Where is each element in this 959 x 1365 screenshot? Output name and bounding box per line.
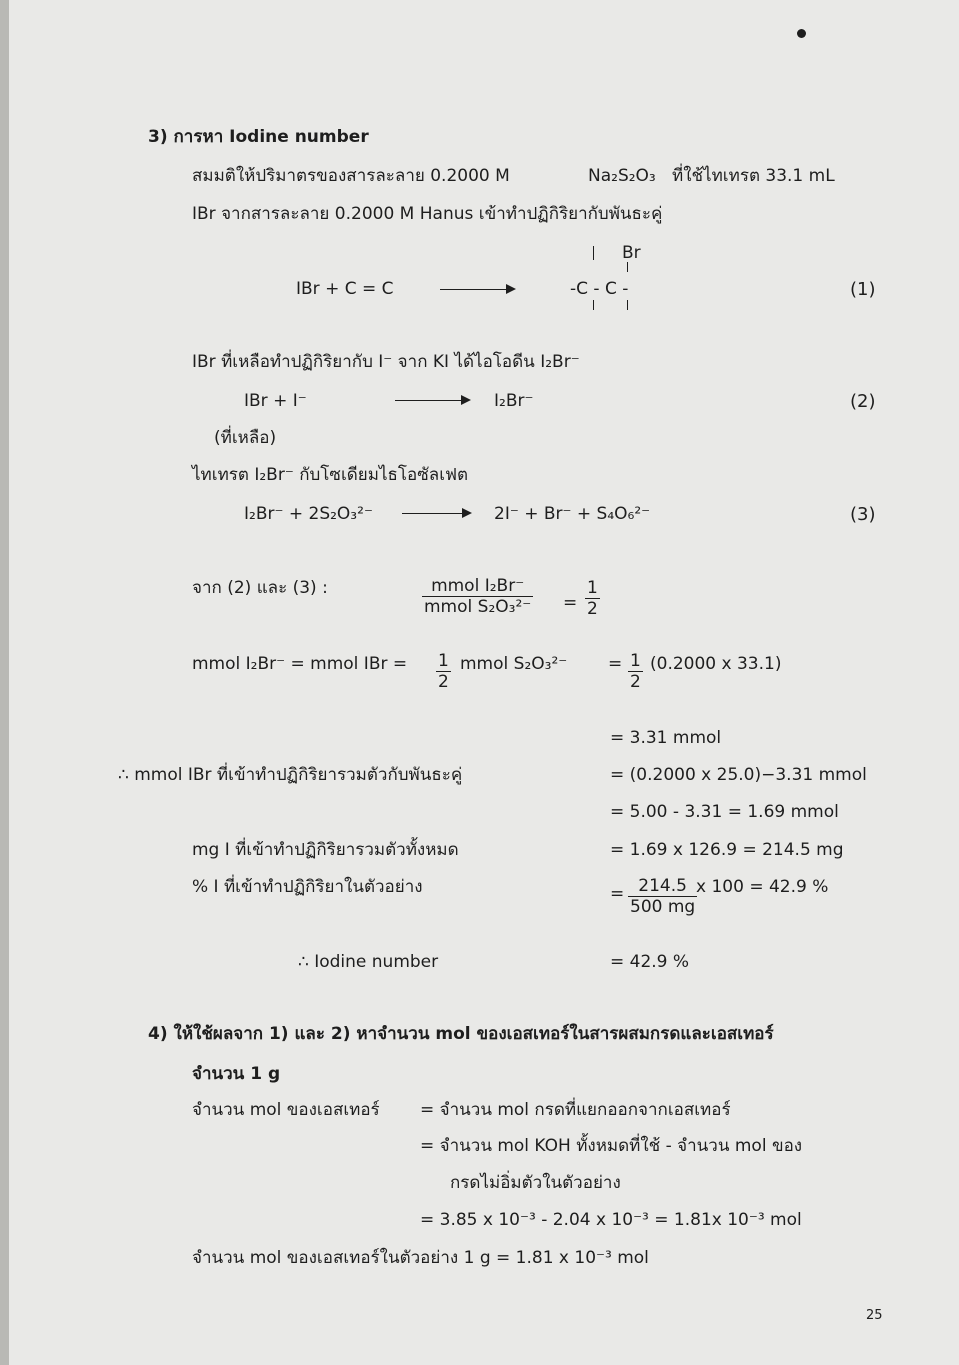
- eq1-number: (1): [850, 279, 876, 300]
- sec3-line3: IBr ที่เหลือทำปฏิกิริยากับ I⁻ จาก KI ได้ไอโอดีน I₂Br⁻: [192, 352, 580, 372]
- mmol-mid: mmol S₂O₃²⁻: [460, 654, 568, 674]
- pct-equals: =: [610, 884, 625, 904]
- pct-i-lhs: % I ที่เข้าทำปฏิกิริยาในตัวอย่าง: [192, 877, 423, 897]
- result-mmol-ibr: = (0.2000 x 25.0)−3.31 mmol: [610, 765, 867, 785]
- eq3-number: (3): [850, 504, 876, 525]
- sec4-l5: จำนวน mol ของเอสเทอร์ในตัวอย่าง 1 g = 1.81 x 10⁻³ mol: [192, 1248, 649, 1268]
- eq3-arrow: [402, 513, 470, 514]
- eq1-bond-bottom-left: [593, 300, 594, 310]
- mmol-value: (0.2000 x 33.1): [650, 654, 782, 674]
- iodine-number-lhs: ∴ Iodine number: [298, 952, 439, 972]
- page-number: 25: [866, 1308, 883, 1323]
- eq1-bond-top-left: [593, 246, 594, 260]
- sec3-line1b: ที่ใช้ไทเทรต 33.1 mL: [672, 166, 835, 186]
- result-1-69: = 5.00 - 3.31 = 1.69 mmol: [610, 802, 839, 822]
- mmol-half-2-num: 1: [630, 651, 641, 671]
- ratio-numerator: mmol I₂Br⁻: [422, 576, 533, 597]
- eq1-bond-top-right: [627, 262, 628, 272]
- ratio-value-num: 1: [587, 578, 598, 598]
- ratio-equals: =: [563, 593, 578, 613]
- mmol-equals-2: =: [608, 654, 623, 674]
- iodine-number-value: = 42.9 %: [610, 952, 690, 972]
- pct-rest: x 100 = 42.9 %: [696, 877, 829, 897]
- pct-fraction: [628, 876, 697, 917]
- eq1-rhs: -C - C -: [570, 279, 629, 299]
- mg-i-lhs: mg I ที่เข้าทำปฏิกิริยารวมตัวทั้งหมด: [192, 840, 459, 860]
- mmol-lhs: mmol I₂Br⁻ = mmol IBr =: [192, 654, 408, 674]
- ratio-value-den: 2: [587, 599, 598, 619]
- ratio-denominator: mmol S₂O₃²⁻: [424, 597, 532, 617]
- mmol-half-2: [628, 651, 643, 692]
- sec4-l3: กรดไม่อิ่มตัวในตัวอย่าง: [450, 1173, 621, 1193]
- page-edge-shadow: [0, 0, 9, 1365]
- sec3-line4: ไทเทรต I₂Br⁻ กับโซเดียมไธโอซัลเฟต: [192, 465, 469, 485]
- result-3-31: = 3.31 mmol: [610, 728, 722, 748]
- mmol-half-1-num: 1: [438, 651, 449, 671]
- sec3-line2: IBr จากสารละลาย 0.2000 M Hanus เข้าทำปฏิกิริยากับพันธะคู่: [192, 204, 663, 224]
- eq1-arrow: [440, 289, 514, 290]
- section-3-heading: 3) การหา Iodine number: [148, 127, 369, 147]
- eq2-number: (2): [850, 391, 876, 412]
- section-4-heading: 4) ให้ใช้ผลจาก 1) และ 2) หาจำนวน mol ของเอสเทอร์ในสารผสมกรดและเอสเทอร์: [148, 1024, 774, 1044]
- ratio-value: [585, 578, 600, 619]
- mmol-half-1-den: 2: [438, 672, 449, 692]
- result-mg-i: = 1.69 x 126.9 = 214.5 mg: [610, 840, 844, 860]
- eq2-note: (ที่เหลือ): [214, 428, 277, 448]
- eq3-rhs: 2I⁻ + Br⁻ + S₄O₆²⁻: [494, 504, 651, 524]
- eq1-br: Br: [622, 243, 641, 263]
- ratio-lhs: จาก (2) และ (3) :: [192, 578, 328, 598]
- eq3-lhs: I₂Br⁻ + 2S₂O₃²⁻: [244, 504, 373, 524]
- sec4-l4: = 3.85 x 10⁻³ - 2.04 x 10⁻³ = 1.81x 10⁻³ mol: [420, 1210, 802, 1230]
- eq2-rhs: I₂Br⁻: [494, 391, 534, 411]
- eq1-bond-bottom-right: [627, 300, 628, 310]
- ratio-fraction: [422, 576, 533, 617]
- mmol-half-2-den: 2: [630, 672, 641, 692]
- eq1-lhs: IBr + C = C: [296, 279, 394, 299]
- ink-dot: [797, 29, 806, 38]
- eq2-arrow: [395, 400, 469, 401]
- therefore-mmol-ibr: ∴ mmol IBr ที่เข้าทำปฏิกิริยารวมตัวกับพันธะคู่: [118, 765, 463, 785]
- mmol-half-1: [436, 651, 451, 692]
- sec4-l1-rhs: = จำนวน mol กรดที่แยกออกจากเอสเทอร์: [420, 1100, 731, 1120]
- section-4-heading-2: จำนวน 1 g: [192, 1064, 281, 1084]
- sec3-line1: สมมติให้ปริมาตรของสารละลาย 0.2000 M: [192, 166, 510, 186]
- sec4-l1-lhs: จำนวน mol ของเอสเทอร์: [192, 1100, 380, 1120]
- sec4-l2: = จำนวน mol KOH ทั้งหมดที่ใช้ - จำนวน mol ของ: [420, 1136, 803, 1156]
- eq2-lhs: IBr + I⁻: [244, 391, 307, 411]
- pct-denominator: 500 mg: [630, 897, 696, 917]
- sec3-na2s2o3: Na₂S₂O₃: [588, 166, 656, 186]
- pct-numerator: 214.5: [628, 876, 697, 897]
